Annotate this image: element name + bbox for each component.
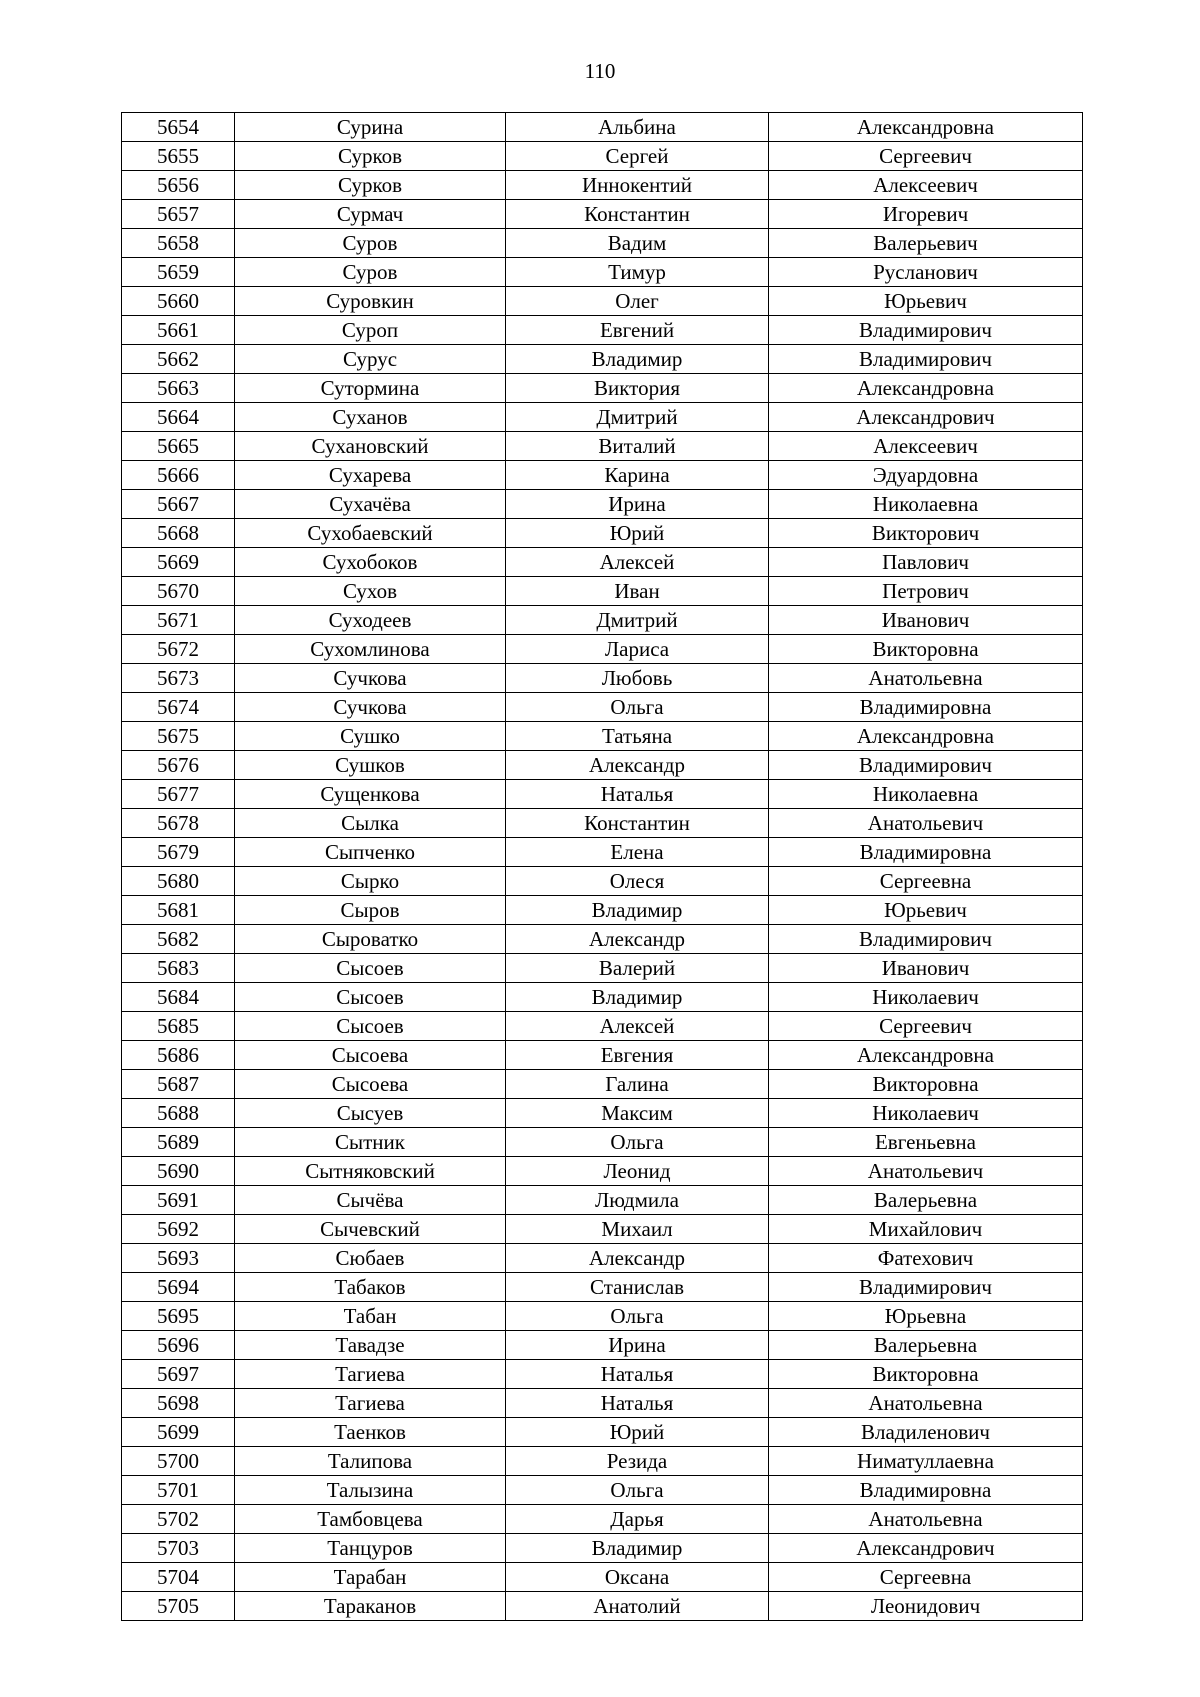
row-number-cell: 5666 <box>122 461 235 490</box>
table-row <box>122 1215 1083 1244</box>
row-number-cell: 5689 <box>122 1128 235 1157</box>
table-row <box>122 1099 1083 1128</box>
last-name-cell: Сутормина <box>235 374 506 403</box>
row-number-cell: 5680 <box>122 867 235 896</box>
table-row <box>122 693 1083 722</box>
first-name-cell: Александр <box>506 751 769 780</box>
last-name-cell: Суханов <box>235 403 506 432</box>
patronymic-cell: Евгеньевна <box>769 1128 1083 1157</box>
table-row <box>122 1302 1083 1331</box>
last-name-cell: Тагиева <box>235 1389 506 1418</box>
first-name-cell: Тимур <box>506 258 769 287</box>
table-row <box>122 548 1083 577</box>
first-name-cell: Вадим <box>506 229 769 258</box>
table-row <box>122 113 1083 142</box>
last-name-cell: Суров <box>235 258 506 287</box>
patronymic-cell: Владимирович <box>769 1273 1083 1302</box>
first-name-cell: Константин <box>506 200 769 229</box>
row-number-cell: 5663 <box>122 374 235 403</box>
first-name-cell: Олеся <box>506 867 769 896</box>
first-name-cell: Ольга <box>506 1302 769 1331</box>
table-row <box>122 867 1083 896</box>
first-name-cell: Евгений <box>506 316 769 345</box>
last-name-cell: Сушков <box>235 751 506 780</box>
table-row <box>122 1273 1083 1302</box>
last-name-cell: Сюбаев <box>235 1244 506 1273</box>
patronymic-cell: Александровна <box>769 1041 1083 1070</box>
table-row <box>122 316 1083 345</box>
table-row <box>122 1070 1083 1099</box>
first-name-cell: Людмила <box>506 1186 769 1215</box>
patronymic-cell: Владиленович <box>769 1418 1083 1447</box>
patronymic-cell: Сергеевна <box>769 1563 1083 1592</box>
table-row <box>122 1128 1083 1157</box>
last-name-cell: Сысоев <box>235 1012 506 1041</box>
last-name-cell: Сыпченко <box>235 838 506 867</box>
patronymic-cell: Анатольевна <box>769 1389 1083 1418</box>
first-name-cell: Татьяна <box>506 722 769 751</box>
last-name-cell: Сырко <box>235 867 506 896</box>
patronymic-cell: Эдуардовна <box>769 461 1083 490</box>
last-name-cell: Сухомлинова <box>235 635 506 664</box>
last-name-cell: Сыроватко <box>235 925 506 954</box>
patronymic-cell: Николаевна <box>769 490 1083 519</box>
table-body <box>122 113 1083 1621</box>
row-number-cell: 5693 <box>122 1244 235 1273</box>
patronymic-cell: Александровна <box>769 374 1083 403</box>
patronymic-cell: Михайлович <box>769 1215 1083 1244</box>
row-number-cell: 5692 <box>122 1215 235 1244</box>
row-number-cell: 5694 <box>122 1273 235 1302</box>
table-row <box>122 1592 1083 1621</box>
first-name-cell: Александр <box>506 925 769 954</box>
patronymic-cell: Викторовна <box>769 1360 1083 1389</box>
first-name-cell: Юрий <box>506 519 769 548</box>
row-number-cell: 5659 <box>122 258 235 287</box>
table-row <box>122 606 1083 635</box>
table-row <box>122 1505 1083 1534</box>
patronymic-cell: Валерьевна <box>769 1331 1083 1360</box>
patronymic-cell: Сергеевна <box>769 867 1083 896</box>
patronymic-cell: Викторовна <box>769 1070 1083 1099</box>
row-number-cell: 5683 <box>122 954 235 983</box>
first-name-cell: Лариса <box>506 635 769 664</box>
first-name-cell: Иннокентий <box>506 171 769 200</box>
table-row <box>122 258 1083 287</box>
first-name-cell: Владимир <box>506 896 769 925</box>
table-row <box>122 1157 1083 1186</box>
table-row <box>122 1389 1083 1418</box>
patronymic-cell: Валерьевич <box>769 229 1083 258</box>
table-row <box>122 780 1083 809</box>
last-name-cell: Сухов <box>235 577 506 606</box>
row-number-cell: 5690 <box>122 1157 235 1186</box>
row-number-cell: 5672 <box>122 635 235 664</box>
patronymic-cell: Юрьевна <box>769 1302 1083 1331</box>
last-name-cell: Тамбовцева <box>235 1505 506 1534</box>
last-name-cell: Сучкова <box>235 664 506 693</box>
first-name-cell: Евгения <box>506 1041 769 1070</box>
patronymic-cell: Игоревич <box>769 200 1083 229</box>
row-number-cell: 5664 <box>122 403 235 432</box>
first-name-cell: Наталья <box>506 780 769 809</box>
page-number: 110 <box>584 59 616 83</box>
last-name-cell: Сычевский <box>235 1215 506 1244</box>
row-number-cell: 5695 <box>122 1302 235 1331</box>
first-name-cell: Виктория <box>506 374 769 403</box>
patronymic-cell: Сергеевич <box>769 142 1083 171</box>
last-name-cell: Тарабан <box>235 1563 506 1592</box>
row-number-cell: 5662 <box>122 345 235 374</box>
patronymic-cell: Русланович <box>769 258 1083 287</box>
first-name-cell: Сергей <box>506 142 769 171</box>
row-number-cell: 5681 <box>122 896 235 925</box>
patronymic-cell: Николаевна <box>769 780 1083 809</box>
last-name-cell: Сысоева <box>235 1070 506 1099</box>
first-name-cell: Алексей <box>506 1012 769 1041</box>
table-row <box>122 577 1083 606</box>
row-number-cell: 5691 <box>122 1186 235 1215</box>
patronymic-cell: Павлович <box>769 548 1083 577</box>
patronymic-cell: Владимирович <box>769 345 1083 374</box>
last-name-cell: Сысоева <box>235 1041 506 1070</box>
row-number-cell: 5682 <box>122 925 235 954</box>
first-name-cell: Ольга <box>506 693 769 722</box>
table-row <box>122 722 1083 751</box>
patronymic-cell: Анатольевич <box>769 1157 1083 1186</box>
first-name-cell: Любовь <box>506 664 769 693</box>
patronymic-cell: Николаевич <box>769 983 1083 1012</box>
last-name-cell: Таенков <box>235 1418 506 1447</box>
last-name-cell: Табан <box>235 1302 506 1331</box>
row-number-cell: 5678 <box>122 809 235 838</box>
table-row <box>122 838 1083 867</box>
patronymic-cell: Юрьевич <box>769 896 1083 925</box>
table-row <box>122 925 1083 954</box>
row-number-cell: 5701 <box>122 1476 235 1505</box>
patronymic-cell: Александрович <box>769 1534 1083 1563</box>
table-row <box>122 490 1083 519</box>
last-name-cell: Суходеев <box>235 606 506 635</box>
first-name-cell: Резида <box>506 1447 769 1476</box>
last-name-cell: Сурус <box>235 345 506 374</box>
last-name-cell: Сысуев <box>235 1099 506 1128</box>
first-name-cell: Оксана <box>506 1563 769 1592</box>
patronymic-cell: Александрович <box>769 403 1083 432</box>
patronymic-cell: Алексеевич <box>769 432 1083 461</box>
table-row <box>122 664 1083 693</box>
patronymic-cell: Леонидович <box>769 1592 1083 1621</box>
table-row <box>122 200 1083 229</box>
patronymic-cell: Анатольевна <box>769 1505 1083 1534</box>
row-number-cell: 5667 <box>122 490 235 519</box>
first-name-cell: Альбина <box>506 113 769 142</box>
last-name-cell: Сытник <box>235 1128 506 1157</box>
first-name-cell: Максим <box>506 1099 769 1128</box>
table-row <box>122 635 1083 664</box>
first-name-cell: Александр <box>506 1244 769 1273</box>
patronymic-cell: Фатехович <box>769 1244 1083 1273</box>
row-number-cell: 5665 <box>122 432 235 461</box>
table-row <box>122 1534 1083 1563</box>
last-name-cell: Талипова <box>235 1447 506 1476</box>
first-name-cell: Галина <box>506 1070 769 1099</box>
first-name-cell: Дарья <box>506 1505 769 1534</box>
row-number-cell: 5697 <box>122 1360 235 1389</box>
patronymic-cell: Владимирович <box>769 316 1083 345</box>
table-row <box>122 287 1083 316</box>
row-number-cell: 5657 <box>122 200 235 229</box>
row-number-cell: 5669 <box>122 548 235 577</box>
patronymic-cell: Иванович <box>769 606 1083 635</box>
table-row <box>122 403 1083 432</box>
name-table <box>121 112 1083 1621</box>
last-name-cell: Тараканов <box>235 1592 506 1621</box>
row-number-cell: 5699 <box>122 1418 235 1447</box>
first-name-cell: Ольга <box>506 1128 769 1157</box>
last-name-cell: Сучкова <box>235 693 506 722</box>
row-number-cell: 5688 <box>122 1099 235 1128</box>
first-name-cell: Константин <box>506 809 769 838</box>
first-name-cell: Валерий <box>506 954 769 983</box>
patronymic-cell: Юрьевич <box>769 287 1083 316</box>
table-row <box>122 1360 1083 1389</box>
row-number-cell: 5655 <box>122 142 235 171</box>
last-name-cell: Сурина <box>235 113 506 142</box>
first-name-cell: Дмитрий <box>506 403 769 432</box>
table-row <box>122 142 1083 171</box>
patronymic-cell: Владимирович <box>769 925 1083 954</box>
row-number-cell: 5668 <box>122 519 235 548</box>
first-name-cell: Алексей <box>506 548 769 577</box>
row-number-cell: 5676 <box>122 751 235 780</box>
last-name-cell: Сухобоков <box>235 548 506 577</box>
table-row <box>122 1418 1083 1447</box>
patronymic-cell: Ниматуллаевна <box>769 1447 1083 1476</box>
row-number-cell: 5685 <box>122 1012 235 1041</box>
table-row <box>122 896 1083 925</box>
table-row <box>122 229 1083 258</box>
table-row <box>122 809 1083 838</box>
first-name-cell: Леонид <box>506 1157 769 1186</box>
patronymic-cell: Владимировна <box>769 838 1083 867</box>
patronymic-cell: Николаевич <box>769 1099 1083 1128</box>
last-name-cell: Сушко <box>235 722 506 751</box>
row-number-cell: 5660 <box>122 287 235 316</box>
last-name-cell: Табаков <box>235 1273 506 1302</box>
patronymic-cell: Валерьевна <box>769 1186 1083 1215</box>
first-name-cell: Иван <box>506 577 769 606</box>
last-name-cell: Суровкин <box>235 287 506 316</box>
first-name-cell: Ирина <box>506 1331 769 1360</box>
last-name-cell: Талызина <box>235 1476 506 1505</box>
first-name-cell: Владимир <box>506 983 769 1012</box>
row-number-cell: 5698 <box>122 1389 235 1418</box>
row-number-cell: 5705 <box>122 1592 235 1621</box>
last-name-cell: Сурков <box>235 142 506 171</box>
table-row <box>122 954 1083 983</box>
row-number-cell: 5671 <box>122 606 235 635</box>
first-name-cell: Дмитрий <box>506 606 769 635</box>
patronymic-cell: Викторович <box>769 519 1083 548</box>
table-row <box>122 1476 1083 1505</box>
first-name-cell: Юрий <box>506 1418 769 1447</box>
table-row <box>122 461 1083 490</box>
table-row <box>122 1186 1083 1215</box>
last-name-cell: Тагиева <box>235 1360 506 1389</box>
last-name-cell: Сухановский <box>235 432 506 461</box>
first-name-cell: Ольга <box>506 1476 769 1505</box>
last-name-cell: Сурков <box>235 171 506 200</box>
last-name-cell: Сысоев <box>235 983 506 1012</box>
table-row <box>122 1331 1083 1360</box>
first-name-cell: Наталья <box>506 1389 769 1418</box>
last-name-cell: Сущенкова <box>235 780 506 809</box>
table-row <box>122 519 1083 548</box>
last-name-cell: Сухачёва <box>235 490 506 519</box>
table-row <box>122 1041 1083 1070</box>
last-name-cell: Сытняковский <box>235 1157 506 1186</box>
table-row <box>122 1012 1083 1041</box>
first-name-cell: Елена <box>506 838 769 867</box>
patronymic-cell: Викторовна <box>769 635 1083 664</box>
last-name-cell: Суроп <box>235 316 506 345</box>
first-name-cell: Анатолий <box>506 1592 769 1621</box>
first-name-cell: Владимир <box>506 345 769 374</box>
row-number-cell: 5654 <box>122 113 235 142</box>
row-number-cell: 5704 <box>122 1563 235 1592</box>
patronymic-cell: Петрович <box>769 577 1083 606</box>
row-number-cell: 5658 <box>122 229 235 258</box>
table-row <box>122 345 1083 374</box>
last-name-cell: Сычёва <box>235 1186 506 1215</box>
patronymic-cell: Владимировна <box>769 1476 1083 1505</box>
table-row <box>122 983 1083 1012</box>
patronymic-cell: Анатольевич <box>769 809 1083 838</box>
row-number-cell: 5673 <box>122 664 235 693</box>
row-number-cell: 5702 <box>122 1505 235 1534</box>
first-name-cell: Станислав <box>506 1273 769 1302</box>
row-number-cell: 5675 <box>122 722 235 751</box>
patronymic-cell: Александровна <box>769 113 1083 142</box>
table-row <box>122 432 1083 461</box>
row-number-cell: 5679 <box>122 838 235 867</box>
first-name-cell: Наталья <box>506 1360 769 1389</box>
row-number-cell: 5656 <box>122 171 235 200</box>
first-name-cell: Ирина <box>506 490 769 519</box>
patronymic-cell: Владимирович <box>769 751 1083 780</box>
row-number-cell: 5661 <box>122 316 235 345</box>
last-name-cell: Суров <box>235 229 506 258</box>
row-number-cell: 5677 <box>122 780 235 809</box>
last-name-cell: Тавадзе <box>235 1331 506 1360</box>
row-number-cell: 5700 <box>122 1447 235 1476</box>
row-number-cell: 5703 <box>122 1534 235 1563</box>
first-name-cell: Михаил <box>506 1215 769 1244</box>
first-name-cell: Виталий <box>506 432 769 461</box>
patronymic-cell: Александровна <box>769 722 1083 751</box>
last-name-cell: Сухарева <box>235 461 506 490</box>
table-row <box>122 171 1083 200</box>
patronymic-cell: Сергеевич <box>769 1012 1083 1041</box>
row-number-cell: 5684 <box>122 983 235 1012</box>
table-row <box>122 751 1083 780</box>
row-number-cell: 5687 <box>122 1070 235 1099</box>
first-name-cell: Владимир <box>506 1534 769 1563</box>
patronymic-cell: Владимировна <box>769 693 1083 722</box>
last-name-cell: Сыров <box>235 896 506 925</box>
row-number-cell: 5674 <box>122 693 235 722</box>
row-number-cell: 5670 <box>122 577 235 606</box>
patronymic-cell: Алексеевич <box>769 171 1083 200</box>
table-row <box>122 1244 1083 1273</box>
first-name-cell: Олег <box>506 287 769 316</box>
last-name-cell: Сылка <box>235 809 506 838</box>
patronymic-cell: Анатольевна <box>769 664 1083 693</box>
table-row <box>122 1563 1083 1592</box>
row-number-cell: 5696 <box>122 1331 235 1360</box>
table-row <box>122 374 1083 403</box>
table-row <box>122 1447 1083 1476</box>
last-name-cell: Сысоев <box>235 954 506 983</box>
last-name-cell: Сурмач <box>235 200 506 229</box>
first-name-cell: Карина <box>506 461 769 490</box>
patronymic-cell: Иванович <box>769 954 1083 983</box>
last-name-cell: Сухобаевский <box>235 519 506 548</box>
row-number-cell: 5686 <box>122 1041 235 1070</box>
last-name-cell: Танцуров <box>235 1534 506 1563</box>
